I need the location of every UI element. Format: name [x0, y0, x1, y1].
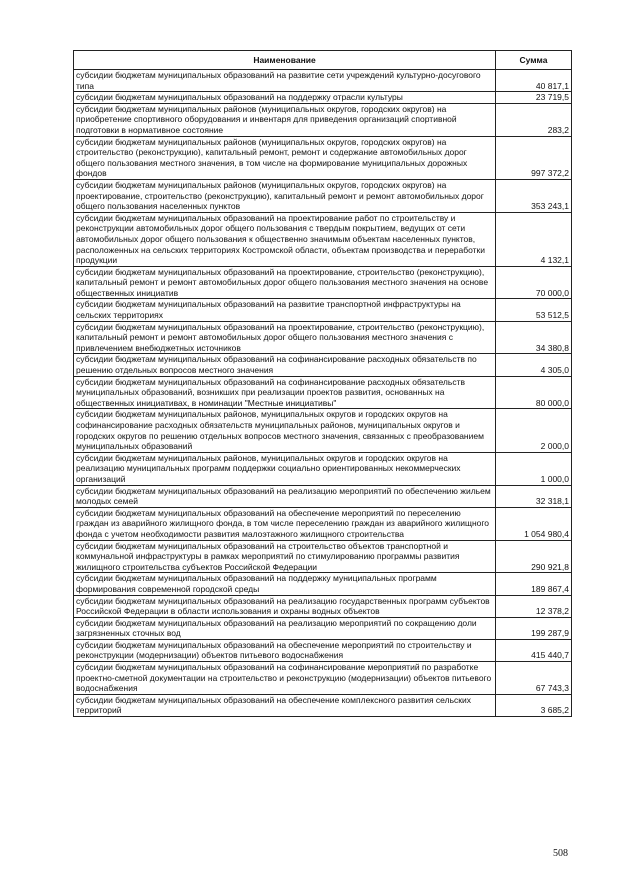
row-name: субсидии бюджетам муниципальных образований на обеспечение мероприятий по строительству и реконструкции (модернизации) объектов питьевого водоснабжения: [74, 639, 496, 661]
row-name: субсидии бюджетам муниципальных образований на развитие транспортной инфраструктуры на сельских территориях: [74, 299, 496, 321]
row-sum: 32 318,1: [496, 485, 572, 507]
row-sum: 2 000,0: [496, 409, 572, 452]
row-sum: 1 054 980,4: [496, 507, 572, 540]
row-sum: 4 305,0: [496, 354, 572, 376]
table-row: [74, 639, 572, 661]
row-sum: 80 000,0: [496, 376, 572, 409]
row-sum: 415 440,7: [496, 639, 572, 661]
row-sum: 12 378,2: [496, 595, 572, 617]
budget-table: [73, 50, 572, 717]
row-sum: 23 719,5: [496, 92, 572, 104]
row-sum: 67 743,3: [496, 662, 572, 695]
row-name: субсидии бюджетам муниципальных образований на проектирование работ по строительству и реконструкции автомобильных дорог общего пользования с твердым покрытием, ведущих от сети автомобильных дорог общего пользования к общественно значимым объектам населенных пунктов, расположенных на сельских территориях Костромской области, объектам производства и переработки продукции: [74, 212, 496, 266]
row-sum: 189 867,4: [496, 573, 572, 595]
header-name: Наименование: [74, 51, 496, 70]
row-name: субсидии бюджетам муниципальных районов (муниципальных округов, городских округов) на приобретение спортивного оборудования и инвентаря для приведения организаций спортивной подготовки в нормативное состояние: [74, 103, 496, 136]
row-name: субсидии бюджетам муниципальных образований на софинансирование расходных обязательств по решению отдельных вопросов местного значения: [74, 354, 496, 376]
row-name: субсидии бюджетам муниципальных образований на развитие сети учреждений культурно-досугового типа: [74, 70, 496, 92]
table-row: [74, 103, 572, 136]
table-row: [74, 376, 572, 409]
table-row: [74, 617, 572, 639]
row-sum: 40 817,1: [496, 70, 572, 92]
row-name: субсидии бюджетам муниципальных образований на софинансирование мероприятий по разработке проектно-сметной документации на строительство и реконструкцию (модернизации) объектов питьевого водоснабжения: [74, 662, 496, 695]
table-row: [74, 321, 572, 354]
table-row: [74, 485, 572, 507]
table-row: [74, 507, 572, 540]
row-name: субсидии бюджетам муниципальных районов, муниципальных округов и городских округов на реализацию муниципальных программ поддержки социально ориентированных некоммерческих организаций: [74, 452, 496, 485]
row-name: субсидии бюджетам муниципальных образований на проектирование, строительство (реконструкцию), капитальный ремонт и ремонт автомобильных дорог общего пользования местного значения с привлечением внебюджетных источников: [74, 321, 496, 354]
row-name: субсидии бюджетам муниципальных образований на реализацию мероприятий по сокращению доли загрязненных сточных вод: [74, 617, 496, 639]
table-row: [74, 299, 572, 321]
row-name: субсидии бюджетам муниципальных районов, муниципальных округов и городских округов на софинансирование расходных обязательств муниципальных районов, муниципальных округов и городских округов по решению отдельных вопросов местного значения, связанных с преобразованием муниципальных образований: [74, 409, 496, 452]
page-number: 508: [553, 848, 568, 859]
row-sum: 53 512,5: [496, 299, 572, 321]
table-row: [74, 573, 572, 595]
row-name: субсидии бюджетам муниципальных образований на проектирование, строительство (реконструкцию), капитальный ремонт и ремонт автомобильных дорог общего пользования местного значения на основе общественных инициатив: [74, 266, 496, 299]
header-sum: Сумма: [496, 51, 572, 70]
row-sum: 1 000,0: [496, 452, 572, 485]
table-row: [74, 136, 572, 179]
row-sum: 997 372,2: [496, 136, 572, 179]
row-sum: 34 380,8: [496, 321, 572, 354]
row-name: субсидии бюджетам муниципальных образований на поддержку муниципальных программ формирования современной городской среды: [74, 573, 496, 595]
table-row: [74, 179, 572, 212]
row-sum: 353 243,1: [496, 179, 572, 212]
row-name: субсидии бюджетам муниципальных образований на поддержку отрасли культуры: [74, 92, 496, 104]
table-row: [74, 212, 572, 266]
row-sum: 4 132,1: [496, 212, 572, 266]
table-row: [74, 694, 572, 716]
row-name: субсидии бюджетам муниципальных образований на реализацию мероприятий по обеспечению жильем молодых семей: [74, 485, 496, 507]
table-row: [74, 662, 572, 695]
table-body: [74, 70, 572, 717]
row-sum: 199 287,9: [496, 617, 572, 639]
table-row: [74, 92, 572, 104]
table-header-row: [74, 51, 572, 70]
table-row: [74, 409, 572, 452]
row-name: субсидии бюджетам муниципальных образований на реализацию государственных программ субъектов Российской Федерации в области использования и охраны водных объектов: [74, 595, 496, 617]
table-row: [74, 70, 572, 92]
table-row: [74, 595, 572, 617]
table-row: [74, 354, 572, 376]
table-row: [74, 540, 572, 573]
row-name: субсидии бюджетам муниципальных районов (муниципальных округов, городских округов) на строительство (реконструкцию), капитальный ремонт, ремонт и содержание автомобильных дорог общего пользования местного значения, в том числе на формирование муниципальных дорожных фондов: [74, 136, 496, 179]
row-sum: 70 000,0: [496, 266, 572, 299]
row-sum: 290 921,8: [496, 540, 572, 573]
row-name: субсидии бюджетам муниципальных районов (муниципальных округов, городских округов) на проектирование, строительство (реконструкцию), капитальный ремонт и ремонт автомобильных дорог общего пользования населенных пунктов: [74, 179, 496, 212]
row-name: субсидии бюджетам муниципальных образований на софинансирование расходных обязательств муниципальных образований, возникших при реализации проектов развития, основанных на общественных инициативах, в номинации "Местные инициативы": [74, 376, 496, 409]
row-name: субсидии бюджетам муниципальных образований на строительство объектов транспортной и коммунальной инфраструктуры в рамках мероприятий по стимулированию программы развития жилищного строительства субъектов Российской Федерации: [74, 540, 496, 573]
row-name: субсидии бюджетам муниципальных образований на обеспечение мероприятий по переселению граждан из аварийного жилищного фонда, в том числе переселению граждан из аварийного жилищного фонда с учетом необходимости развития малоэтажного жилищного строительства: [74, 507, 496, 540]
row-sum: 3 685,2: [496, 694, 572, 716]
row-name: субсидии бюджетам муниципальных образований на обеспечение комплексного развития сельских территорий: [74, 694, 496, 716]
row-sum: 283,2: [496, 103, 572, 136]
table-row: [74, 452, 572, 485]
table-row: [74, 266, 572, 299]
